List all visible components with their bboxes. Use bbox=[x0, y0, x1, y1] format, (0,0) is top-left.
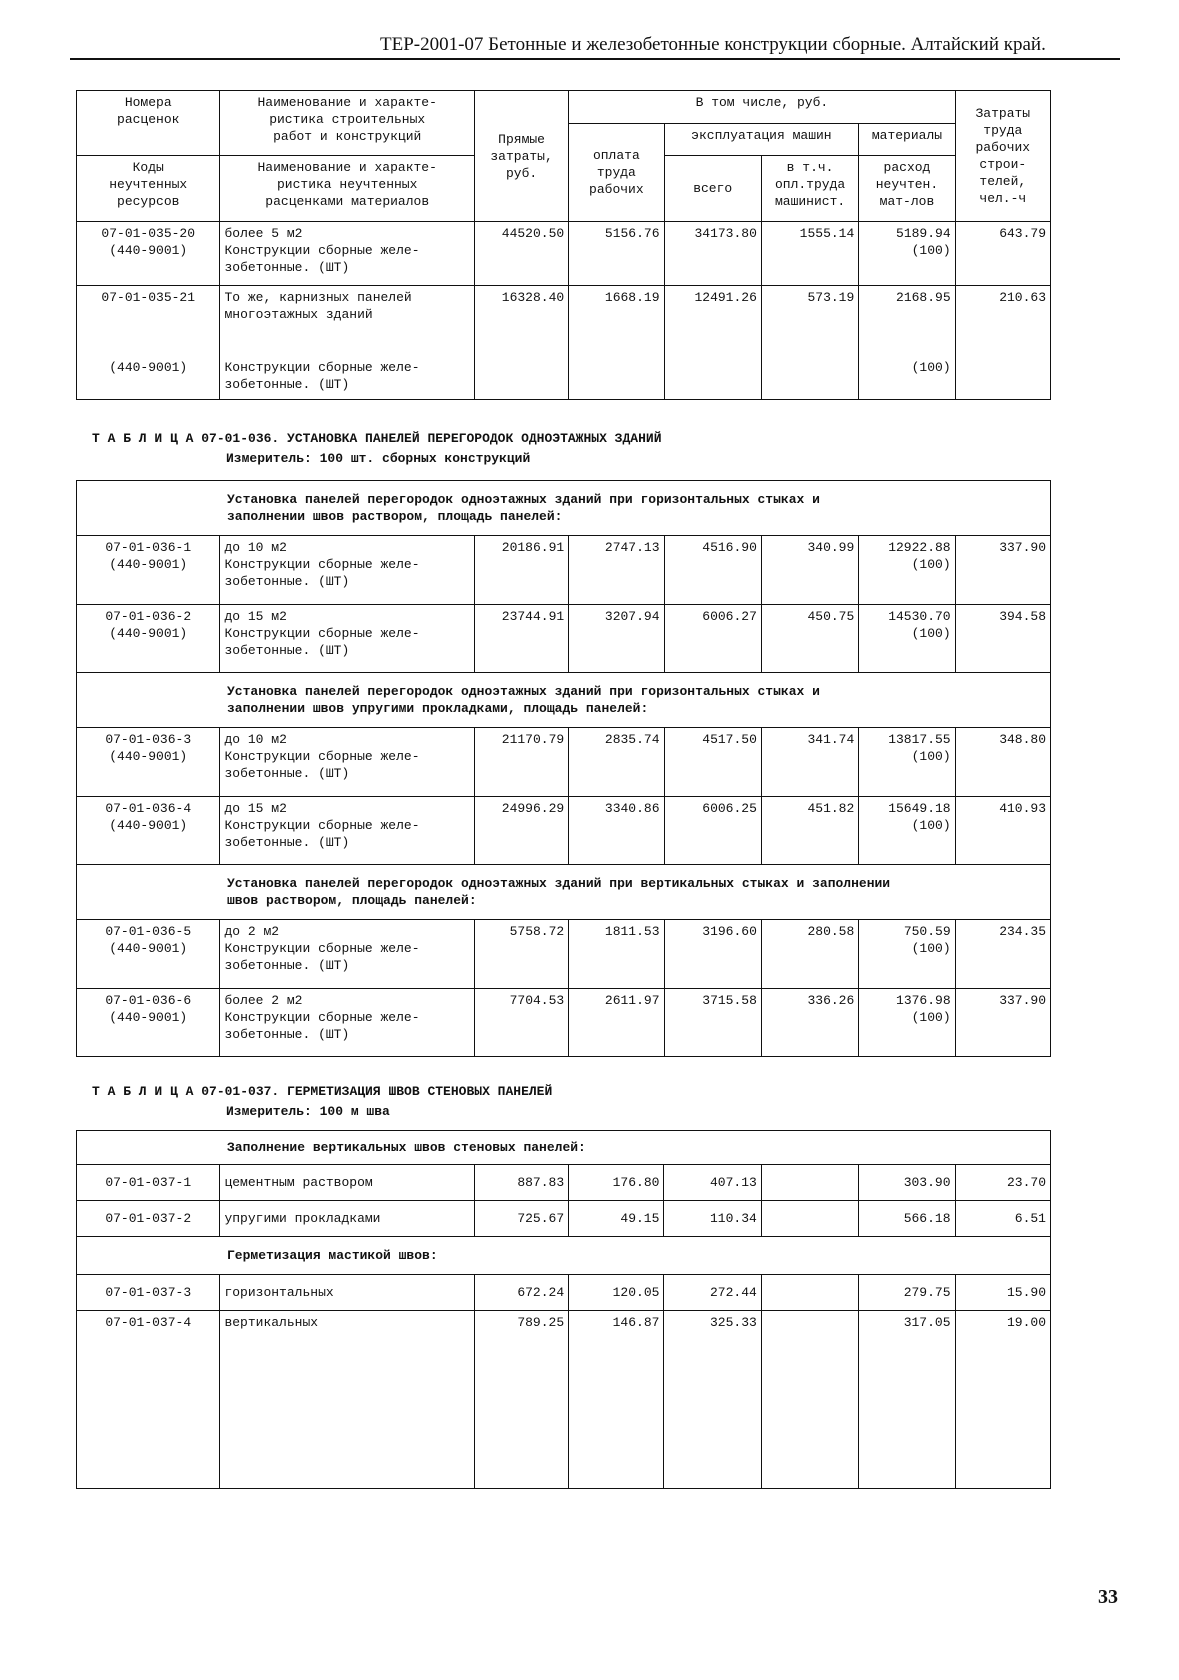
rates-table-037 bbox=[76, 1130, 1051, 1489]
machines-total-value: 325.33 bbox=[664, 1311, 761, 1489]
labor-hours-value: 23.70 bbox=[955, 1165, 1051, 1201]
machines-total-value: 12491.26 bbox=[664, 286, 761, 356]
labor-hours-value: 6.51 bbox=[955, 1201, 1051, 1237]
labor-pay-value: 5156.76 bbox=[569, 222, 664, 286]
table-row bbox=[77, 728, 1051, 797]
direct-costs-value: 5758.72 bbox=[474, 920, 568, 989]
col-header-unacc-consumption: расход неучтен. мат-лов bbox=[859, 156, 955, 222]
rate-code: 07-01-036-2 (440-9001) bbox=[77, 605, 220, 673]
materials-value: 750.59 (100) bbox=[859, 920, 955, 989]
machines-total-value: 407.13 bbox=[664, 1165, 761, 1201]
direct-costs-value: 24996.29 bbox=[474, 797, 568, 865]
col-header-unaccounted-materials: Наименование и характе- ристика неучтенных расценками материалов bbox=[220, 156, 474, 222]
section-heading: Заполнение вертикальных швов стеновых панелей: bbox=[77, 1131, 1051, 1165]
labor-hours-value: 337.90 bbox=[955, 536, 1050, 605]
table-row bbox=[77, 1201, 1051, 1237]
col-header-work-name: Наименование и характе- ристика строительных работ и конструкций bbox=[220, 91, 474, 156]
materials-value: 566.18 bbox=[859, 1201, 955, 1237]
labor-hours-value: 19.00 bbox=[955, 1311, 1051, 1489]
rate-code: 07-01-037-1 bbox=[77, 1165, 220, 1201]
col-header-incl-machinists: в т.ч. опл.труда машинист. bbox=[761, 156, 858, 222]
materials-value: 12922.88 (100) bbox=[859, 536, 955, 605]
machinists-pay-value bbox=[761, 1165, 858, 1201]
machinists-pay-value: 451.82 bbox=[761, 797, 858, 865]
table-row bbox=[77, 1165, 1051, 1201]
rates-table-035 bbox=[76, 90, 1051, 400]
materials-value: 2168.95 bbox=[859, 286, 955, 356]
work-name: до 10 м2 Конструкции сборные желе- зобетонные. (ШТ) bbox=[220, 728, 474, 797]
materials-value: 317.05 bbox=[859, 1311, 955, 1489]
direct-costs-value: 20186.91 bbox=[474, 536, 568, 605]
col-header-resource-codes: Коды неучтенных ресурсов bbox=[77, 156, 220, 222]
resource-code: (440-9001) bbox=[77, 356, 220, 400]
rate-code: 07-01-036-6 (440-9001) bbox=[77, 989, 220, 1057]
labor-hours-value: 210.63 bbox=[955, 286, 1050, 356]
direct-costs-value: 7704.53 bbox=[474, 989, 568, 1057]
labor-hours-value: 348.80 bbox=[955, 728, 1050, 797]
table-036-measure: Измеритель: 100 шт. сборных конструкций bbox=[226, 451, 531, 466]
table-row bbox=[77, 920, 1051, 989]
labor-pay-value bbox=[569, 356, 664, 400]
work-name: более 5 м2 Конструкции сборные желе- зобетонные. (ШТ) bbox=[220, 222, 474, 286]
table-row bbox=[77, 797, 1051, 865]
machinists-pay-value bbox=[761, 1275, 858, 1311]
materials-value: 14530.70 (100) bbox=[859, 605, 955, 673]
col-header-rate-numbers: Номера расценок bbox=[77, 91, 220, 156]
direct-costs-value: 887.83 bbox=[474, 1165, 568, 1201]
direct-costs-value bbox=[474, 356, 568, 400]
materials-value: 13817.55 (100) bbox=[859, 728, 955, 797]
labor-pay-value: 2611.97 bbox=[569, 989, 664, 1057]
materials-value: (100) bbox=[859, 356, 955, 400]
header-rule bbox=[70, 58, 1120, 60]
rate-code: 07-01-036-1 (440-9001) bbox=[77, 536, 220, 605]
machinists-pay-value bbox=[761, 1201, 858, 1237]
machines-total-value: 3715.58 bbox=[664, 989, 761, 1057]
materials-value: 303.90 bbox=[859, 1165, 955, 1201]
col-header-machines-total: всего bbox=[664, 156, 761, 222]
work-name: до 2 м2 Конструкции сборные желе- зобетонные. (ШТ) bbox=[220, 920, 474, 989]
rate-code: 07-01-037-4 bbox=[77, 1311, 220, 1489]
materials-value: 15649.18 (100) bbox=[859, 797, 955, 865]
work-name: вертикальных bbox=[220, 1311, 474, 1489]
rate-code: 07-01-036-3 (440-9001) bbox=[77, 728, 220, 797]
direct-costs-value: 23744.91 bbox=[474, 605, 568, 673]
work-name: цементным раствором bbox=[220, 1165, 474, 1201]
labor-pay-value: 1668.19 bbox=[569, 286, 664, 356]
labor-hours-value: 337.90 bbox=[955, 989, 1050, 1057]
machines-total-value: 4517.50 bbox=[664, 728, 761, 797]
labor-pay-value: 1811.53 bbox=[569, 920, 664, 989]
work-name: более 2 м2 Конструкции сборные желе- зобетонные. (ШТ) bbox=[220, 989, 474, 1057]
machinists-pay-value: 336.26 bbox=[761, 989, 858, 1057]
machinists-pay-value: 450.75 bbox=[761, 605, 858, 673]
table-036-caption: Т А Б Л И Ц А 07-01-036. УСТАНОВКА ПАНЕЛЕЙ ПЕРЕГОРОДОК ОДНОЭТАЖНЫХ ЗДАНИЙ bbox=[92, 431, 662, 446]
page-number: 33 bbox=[1098, 1586, 1118, 1608]
machinists-pay-value bbox=[761, 1311, 858, 1489]
work-name: горизонтальных bbox=[220, 1275, 474, 1311]
materials-value: 279.75 bbox=[859, 1275, 955, 1311]
work-name: То же, карнизных панелей многоэтажных зданий bbox=[220, 286, 474, 356]
machines-total-value: 6006.27 bbox=[664, 605, 761, 673]
labor-hours-value: 410.93 bbox=[955, 797, 1050, 865]
work-name: до 10 м2 Конструкции сборные желе- зобетонные. (ШТ) bbox=[220, 536, 474, 605]
labor-pay-value: 49.15 bbox=[569, 1201, 664, 1237]
table-037-caption: Т А Б Л И Ц А 07-01-037. ГЕРМЕТИЗАЦИЯ ШВОВ СТЕНОВЫХ ПАНЕЛЕЙ bbox=[92, 1084, 553, 1099]
labor-pay-value: 3340.86 bbox=[569, 797, 664, 865]
direct-costs-value: 672.24 bbox=[474, 1275, 568, 1311]
table-row bbox=[77, 1275, 1051, 1311]
col-header-materials: материалы bbox=[859, 124, 955, 156]
table-row bbox=[77, 605, 1051, 673]
labor-hours-value: 234.35 bbox=[955, 920, 1050, 989]
materials-value: 1376.98 (100) bbox=[859, 989, 955, 1057]
rates-table-036 bbox=[76, 480, 1051, 1057]
rate-code: 07-01-037-3 bbox=[77, 1275, 220, 1311]
rate-code: 07-01-036-4 (440-9001) bbox=[77, 797, 220, 865]
col-header-labor-costs: Затраты труда рабочих строи- телей, чел.-ч bbox=[955, 91, 1050, 222]
rate-code: 07-01-036-5 (440-9001) bbox=[77, 920, 220, 989]
section-heading: Установка панелей перегородок одноэтажных зданий при горизонтальных стыках и заполнении швов раствором, площадь панелей: bbox=[77, 481, 1051, 536]
machines-total-value bbox=[664, 356, 761, 400]
direct-costs-value: 789.25 bbox=[474, 1311, 568, 1489]
labor-pay-value: 2835.74 bbox=[569, 728, 664, 797]
col-header-labor-pay: оплата труда рабочих bbox=[569, 124, 664, 222]
machines-total-value: 6006.25 bbox=[664, 797, 761, 865]
machines-total-value: 272.44 bbox=[664, 1275, 761, 1311]
machines-total-value: 3196.60 bbox=[664, 920, 761, 989]
work-name: упругими прокладками bbox=[220, 1201, 474, 1237]
rate-code: 07-01-037-2 bbox=[77, 1201, 220, 1237]
section-heading: Установка панелей перегородок одноэтажных зданий при вертикальных стыках и заполнении швов раствором, площадь панелей: bbox=[77, 865, 1051, 920]
material-name: Конструкции сборные желе- зобетонные. (ШТ) bbox=[220, 356, 474, 400]
table-row bbox=[77, 536, 1051, 605]
materials-value: 5189.94 (100) bbox=[859, 222, 955, 286]
direct-costs-value: 16328.40 bbox=[474, 286, 568, 356]
machinists-pay-value: 341.74 bbox=[761, 728, 858, 797]
machines-total-value: 110.34 bbox=[664, 1201, 761, 1237]
machinists-pay-value: 573.19 bbox=[761, 286, 858, 356]
machinists-pay-value: 340.99 bbox=[761, 536, 858, 605]
direct-costs-value: 44520.50 bbox=[474, 222, 568, 286]
table-row bbox=[77, 989, 1051, 1057]
labor-hours-value: 15.90 bbox=[955, 1275, 1051, 1311]
document-header-title: ТЕР-2001-07 Бетонные и железобетонные конструкции сборные. Алтайский край. bbox=[380, 34, 1046, 55]
table-row bbox=[77, 286, 1051, 356]
labor-hours-value bbox=[955, 356, 1050, 400]
labor-pay-value: 146.87 bbox=[569, 1311, 664, 1489]
machinists-pay-value bbox=[761, 356, 858, 400]
direct-costs-value: 725.67 bbox=[474, 1201, 568, 1237]
labor-hours-value: 394.58 bbox=[955, 605, 1050, 673]
rate-code: 07-01-035-20 (440-9001) bbox=[77, 222, 220, 286]
rate-code: 07-01-035-21 bbox=[77, 286, 220, 356]
direct-costs-value: 21170.79 bbox=[474, 728, 568, 797]
labor-pay-value: 2747.13 bbox=[569, 536, 664, 605]
table-037-measure: Измеритель: 100 м шва bbox=[226, 1104, 390, 1119]
table-row bbox=[77, 222, 1051, 286]
machines-total-value: 34173.80 bbox=[664, 222, 761, 286]
section-heading: Герметизация мастикой швов: bbox=[77, 1237, 1051, 1275]
table-row bbox=[77, 356, 1051, 400]
col-header-direct-costs: Прямые затраты, руб. bbox=[474, 91, 568, 222]
col-header-including: В том числе, руб. bbox=[569, 91, 955, 124]
section-heading: Установка панелей перегородок одноэтажных зданий при горизонтальных стыках и заполнении швов упругими прокладками, площадь панелей: bbox=[77, 673, 1051, 728]
labor-pay-value: 3207.94 bbox=[569, 605, 664, 673]
table-row bbox=[77, 1311, 1051, 1489]
machines-total-value: 4516.90 bbox=[664, 536, 761, 605]
labor-pay-value: 120.05 bbox=[569, 1275, 664, 1311]
work-name: до 15 м2 Конструкции сборные желе- зобетонные. (ШТ) bbox=[220, 797, 474, 865]
labor-hours-value: 643.79 bbox=[955, 222, 1050, 286]
labor-pay-value: 176.80 bbox=[569, 1165, 664, 1201]
col-header-machine-ops: эксплуатация машин bbox=[664, 124, 859, 156]
work-name: до 15 м2 Конструкции сборные желе- зобетонные. (ШТ) bbox=[220, 605, 474, 673]
machinists-pay-value: 280.58 bbox=[761, 920, 858, 989]
machinists-pay-value: 1555.14 bbox=[761, 222, 858, 286]
